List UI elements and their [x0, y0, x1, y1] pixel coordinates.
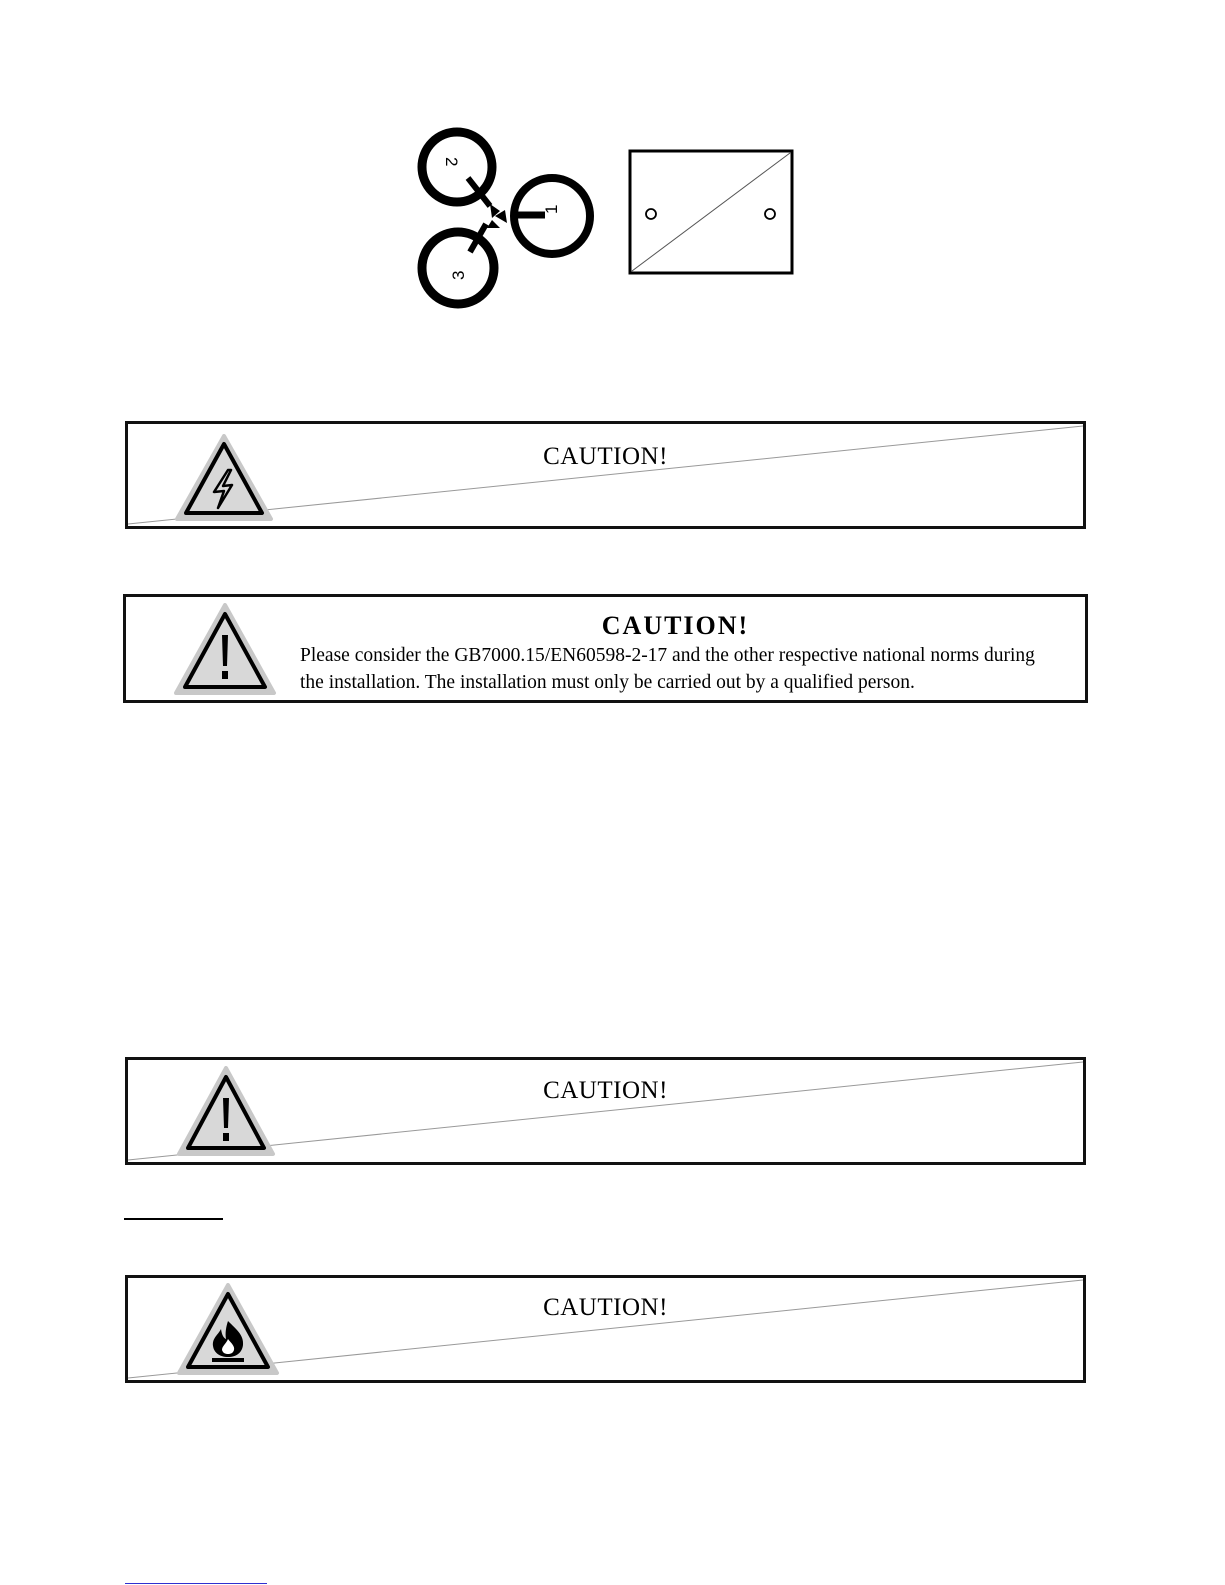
junction-box-diagram	[628, 148, 794, 276]
caution-box-installation	[123, 594, 1088, 703]
caution-box-general	[125, 1057, 1086, 1165]
cable-rings-diagram	[410, 120, 610, 315]
caution-text-line-1: Please consider the GB7000.15/EN60598-2-17 and the other respective national norms during	[300, 645, 1035, 666]
caution-box-flammable	[125, 1275, 1086, 1383]
underline-mark	[124, 1218, 223, 1220]
wiring-diagram	[410, 120, 610, 315]
caution-title: CAUTION!	[543, 443, 668, 470]
caution-text-line-2: the installation. The installation must only be carried out by a qualified person.	[300, 672, 915, 693]
caution-title: CAUTION!	[543, 1077, 668, 1104]
footer-link-underline[interactable]	[125, 1583, 267, 1584]
exclamation-icon	[173, 603, 277, 697]
wire-label-3: 3	[449, 270, 468, 280]
caution-title: CAUTION!	[543, 1294, 668, 1321]
caution-box-electric	[125, 421, 1086, 529]
caution-title: CAUTION!	[601, 611, 750, 640]
wire-label-2: 2	[442, 157, 461, 167]
wire-label-1: 1	[542, 204, 561, 214]
